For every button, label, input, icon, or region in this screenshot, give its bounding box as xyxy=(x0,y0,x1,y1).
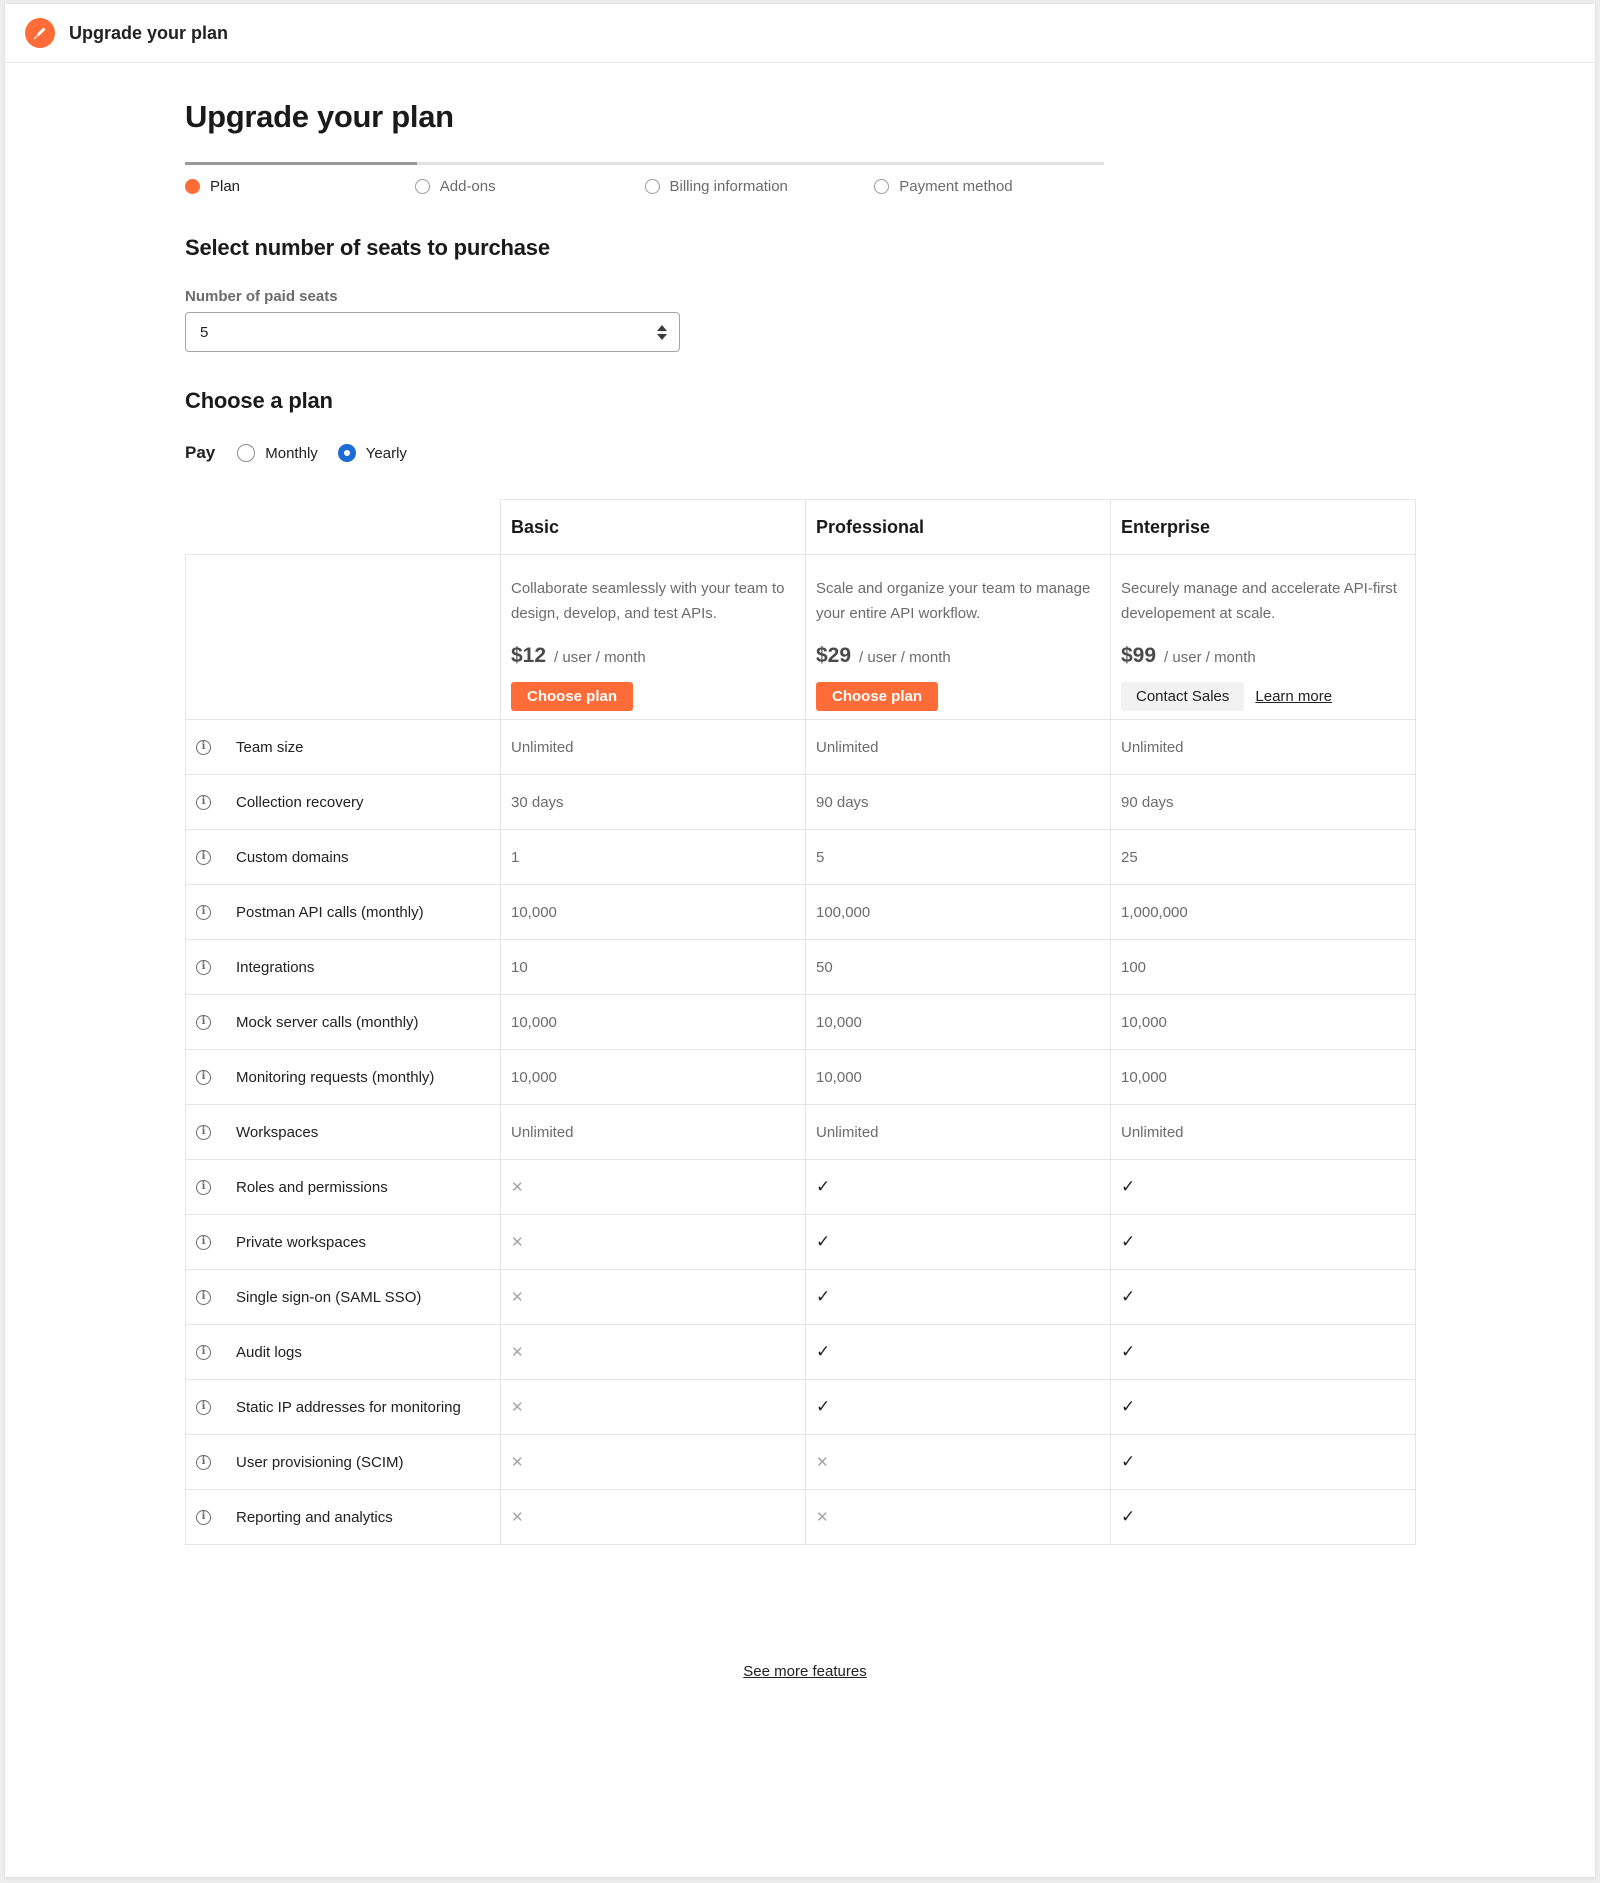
feature-value-cell xyxy=(1111,1215,1416,1270)
feature-name: Static IP addresses for monitoring xyxy=(236,1398,461,1416)
info-icon[interactable]: i xyxy=(196,740,211,755)
see-more-features-link[interactable]: See more features xyxy=(743,1663,867,1680)
feature-value: Unlimited xyxy=(1121,1123,1184,1141)
cross-icon: ✕ xyxy=(816,1454,829,1471)
feature-name-cell xyxy=(186,995,501,1050)
feature-value: 50 xyxy=(816,958,833,976)
feature-value-cell xyxy=(806,1490,1111,1545)
step-indicator-icon xyxy=(185,179,200,194)
info-icon[interactable]: i xyxy=(196,1345,211,1360)
plan-price xyxy=(816,644,1100,668)
feature-name: User provisioning (SCIM) xyxy=(236,1453,404,1471)
increment-arrow-icon[interactable] xyxy=(657,325,667,331)
feature-name-cell xyxy=(186,1325,501,1380)
feature-value-cell xyxy=(501,1050,806,1105)
feature-name-cell xyxy=(186,885,501,940)
feature-value-cell xyxy=(1111,940,1416,995)
feature-value-cell xyxy=(806,1325,1111,1380)
feature-value-cell xyxy=(1111,720,1416,775)
feature-value: 10,000 xyxy=(511,1013,557,1031)
feature-value: Unlimited xyxy=(511,738,574,756)
table-row xyxy=(186,1105,1416,1160)
feature-value: 10,000 xyxy=(816,1068,862,1086)
info-icon[interactable]: i xyxy=(196,1180,211,1195)
feature-value-cell xyxy=(806,1380,1111,1435)
step-3 xyxy=(874,178,1104,195)
feature-name: Team size xyxy=(236,738,304,756)
table-row xyxy=(186,940,1416,995)
check-icon: ✓ xyxy=(1121,1177,1136,1196)
radio-circle[interactable] xyxy=(237,444,255,462)
feature-name-cell xyxy=(186,940,501,995)
feature-name-cell xyxy=(186,775,501,830)
billing-period-selector xyxy=(185,443,427,463)
feature-value-cell xyxy=(1111,995,1416,1050)
cross-icon: ✕ xyxy=(511,1454,524,1471)
feature-value-cell xyxy=(501,1435,806,1490)
table-row xyxy=(186,1270,1416,1325)
pay-label: Pay xyxy=(185,443,216,462)
feature-value-cell xyxy=(806,995,1111,1050)
feature-value-cell xyxy=(806,940,1111,995)
feature-value-cell xyxy=(501,1380,806,1435)
feature-name: Single sign-on (SAML SSO) xyxy=(236,1288,422,1306)
feature-value: 10,000 xyxy=(1121,1013,1167,1031)
decrement-arrow-icon[interactable] xyxy=(657,334,667,340)
feature-value-cell xyxy=(806,1435,1111,1490)
info-icon[interactable]: i xyxy=(196,1290,211,1305)
feature-value-cell xyxy=(1111,1105,1416,1160)
info-icon[interactable]: i xyxy=(196,960,211,975)
feature-value-cell xyxy=(1111,885,1416,940)
feature-value: 10 xyxy=(511,958,528,976)
progress-stepper xyxy=(185,162,1104,195)
cross-icon: ✕ xyxy=(511,1289,524,1306)
cross-icon: ✕ xyxy=(816,1509,829,1526)
feature-value: 1,000,000 xyxy=(1121,903,1188,921)
price-unit: / user / month xyxy=(859,648,951,666)
table-row xyxy=(186,995,1416,1050)
feature-value-cell xyxy=(1111,1490,1416,1545)
feature-name-cell xyxy=(186,1050,501,1105)
plan-card-basic xyxy=(501,555,806,720)
feature-name: Custom domains xyxy=(236,848,349,866)
contact-sales-button[interactable]: Contact Sales xyxy=(1121,682,1244,711)
check-icon: ✓ xyxy=(816,1177,831,1196)
table-row xyxy=(186,775,1416,830)
radio-label: Monthly xyxy=(265,444,318,462)
info-icon[interactable]: i xyxy=(196,1015,211,1030)
feature-value-cell xyxy=(1111,830,1416,885)
radio-label: Yearly xyxy=(365,444,407,462)
choose-plan-basic-button[interactable]: Choose plan xyxy=(511,682,633,711)
step-indicator-icon xyxy=(874,179,889,194)
page-title: Upgrade your plan xyxy=(185,99,454,134)
info-icon[interactable]: i xyxy=(196,850,211,865)
seats-stepper-arrows[interactable] xyxy=(657,325,667,340)
feature-value: 10,000 xyxy=(816,1013,862,1031)
feature-value-cell xyxy=(501,775,806,830)
feature-name-cell xyxy=(186,1270,501,1325)
step-indicator-icon xyxy=(645,179,660,194)
step-label: Add-ons xyxy=(439,178,496,195)
feature-value-cell xyxy=(501,720,806,775)
feature-name-cell xyxy=(186,1490,501,1545)
feature-value: 10,000 xyxy=(1121,1068,1167,1086)
plan-price xyxy=(1121,644,1405,668)
step-label: Billing information xyxy=(669,178,788,195)
feature-name-cell xyxy=(186,1105,501,1160)
feature-name: Roles and permissions xyxy=(236,1178,388,1196)
plan-header-basic: Basic xyxy=(501,500,806,555)
feature-value-cell xyxy=(806,885,1111,940)
info-icon[interactable]: i xyxy=(196,1400,211,1415)
step-label: Payment method xyxy=(899,178,1013,195)
feature-value-cell xyxy=(1111,1435,1416,1490)
table-row xyxy=(186,720,1416,775)
feature-value-cell xyxy=(806,1270,1111,1325)
feature-value: 10,000 xyxy=(511,1068,557,1086)
choose-plan-professional-button[interactable]: Choose plan xyxy=(816,682,938,711)
feature-value-cell xyxy=(806,720,1111,775)
price-amount: $29 xyxy=(816,643,852,667)
plan-card-enterprise xyxy=(1111,555,1416,720)
feature-value-cell xyxy=(1111,1160,1416,1215)
feature-value-cell xyxy=(806,1105,1111,1160)
cross-icon: ✕ xyxy=(511,1179,524,1196)
feature-value-cell xyxy=(1111,1325,1416,1380)
check-icon: ✓ xyxy=(816,1287,831,1306)
check-icon: ✓ xyxy=(1121,1397,1136,1416)
radio-circle[interactable] xyxy=(338,444,356,462)
feature-value-cell xyxy=(806,830,1111,885)
plan-comparison-table xyxy=(185,499,1416,1545)
feature-name-cell xyxy=(186,1160,501,1215)
check-icon: ✓ xyxy=(816,1232,831,1251)
info-icon[interactable]: i xyxy=(196,1125,211,1140)
plan-description: Scale and organize your team to manage your entire API workflow. xyxy=(816,579,1091,622)
learn-more-link[interactable]: Learn more xyxy=(1255,687,1333,705)
header-title: Upgrade your plan xyxy=(69,22,229,43)
choose-plan-heading: Choose a plan xyxy=(185,388,333,413)
feature-name: Postman API calls (monthly) xyxy=(236,903,424,921)
feature-value-cell xyxy=(501,1490,806,1545)
feature-value-cell xyxy=(1111,1050,1416,1105)
table-row xyxy=(186,1435,1416,1490)
feature-value-cell xyxy=(501,1105,806,1160)
feature-value-cell xyxy=(501,940,806,995)
seats-value: 5 xyxy=(200,323,209,341)
feature-value-cell xyxy=(501,1270,806,1325)
feature-name-cell xyxy=(186,1380,501,1435)
price-amount: $99 xyxy=(1121,643,1157,667)
seats-heading: Select number of seats to purchase xyxy=(185,235,550,260)
step-1 xyxy=(415,178,645,195)
info-icon[interactable]: i xyxy=(196,1455,211,1470)
feature-value-cell xyxy=(501,885,806,940)
see-more-container xyxy=(185,1663,1425,1681)
feature-name: Collection recovery xyxy=(236,793,364,811)
table-row xyxy=(186,885,1416,940)
info-icon[interactable]: i xyxy=(196,1235,211,1250)
app-window xyxy=(5,4,1595,1877)
feature-name-cell xyxy=(186,830,501,885)
rocket-icon xyxy=(25,18,55,48)
cross-icon: ✕ xyxy=(511,1399,524,1416)
step-indicator-icon xyxy=(415,179,430,194)
price-unit: / user / month xyxy=(1164,648,1256,666)
table-corner xyxy=(186,500,501,555)
feature-name: Integrations xyxy=(236,958,315,976)
feature-value-cell xyxy=(1111,1380,1416,1435)
check-icon: ✓ xyxy=(1121,1287,1136,1306)
check-icon: ✓ xyxy=(1121,1232,1136,1251)
feature-value: 90 days xyxy=(816,793,869,811)
table-row xyxy=(186,1215,1416,1270)
seats-number-input[interactable] xyxy=(185,312,680,352)
top-bar xyxy=(5,4,1595,63)
feature-value: 100 xyxy=(1121,958,1147,976)
stepper-progress-fill xyxy=(185,162,417,165)
plan-price xyxy=(511,644,795,668)
feature-name-cell xyxy=(186,720,501,775)
price-amount: $12 xyxy=(511,643,547,667)
info-icon[interactable]: i xyxy=(196,1510,211,1525)
feature-value: 30 days xyxy=(511,793,564,811)
feature-value: 5 xyxy=(816,848,825,866)
plan-description: Securely manage and accelerate API-first developement at scale. xyxy=(1121,579,1397,622)
cross-icon: ✕ xyxy=(511,1509,524,1526)
plan-card-professional xyxy=(806,555,1111,720)
feature-name: Reporting and analytics xyxy=(236,1508,393,1526)
plan-description: Collaborate seamlessly with your team to design, develop, and test APIs. xyxy=(511,579,785,622)
step-label: Plan xyxy=(210,178,241,195)
info-icon[interactable]: i xyxy=(196,795,211,810)
feature-value: 10,000 xyxy=(511,903,557,921)
check-icon: ✓ xyxy=(1121,1342,1136,1361)
feature-value: 100,000 xyxy=(816,903,871,921)
info-icon[interactable]: i xyxy=(196,905,211,920)
table-row xyxy=(186,1050,1416,1105)
radio-yearly[interactable] xyxy=(338,444,407,462)
check-icon: ✓ xyxy=(816,1342,831,1361)
feature-value: 90 days xyxy=(1121,793,1174,811)
feature-value-cell xyxy=(1111,1270,1416,1325)
plan-summary-empty xyxy=(186,555,501,720)
table-row xyxy=(186,1160,1416,1215)
feature-value-cell xyxy=(806,1215,1111,1270)
feature-value-cell xyxy=(806,775,1111,830)
feature-name: Workspaces xyxy=(236,1123,319,1141)
radio-monthly[interactable] xyxy=(237,444,318,462)
feature-value-cell xyxy=(501,1215,806,1270)
feature-value-cell xyxy=(806,1160,1111,1215)
check-icon: ✓ xyxy=(816,1397,831,1416)
feature-name: Mock server calls (monthly) xyxy=(236,1013,419,1031)
feature-value-cell xyxy=(501,1160,806,1215)
cross-icon: ✕ xyxy=(511,1344,524,1361)
seats-field-label: Number of paid seats xyxy=(185,288,338,305)
check-icon: ✓ xyxy=(1121,1507,1136,1526)
feature-name: Audit logs xyxy=(236,1343,302,1361)
feature-name-cell xyxy=(186,1215,501,1270)
cross-icon: ✕ xyxy=(511,1234,524,1251)
feature-value: Unlimited xyxy=(511,1123,574,1141)
feature-name-cell xyxy=(186,1435,501,1490)
plan-header-professional: Professional xyxy=(806,500,1111,555)
step-0 xyxy=(185,178,415,195)
table-row xyxy=(186,830,1416,885)
feature-value-cell xyxy=(1111,775,1416,830)
info-icon[interactable]: i xyxy=(196,1070,211,1085)
feature-value-cell xyxy=(806,1050,1111,1105)
price-unit: / user / month xyxy=(554,648,646,666)
feature-name: Private workspaces xyxy=(236,1233,367,1251)
stepper-track xyxy=(185,162,1104,165)
feature-value: 25 xyxy=(1121,848,1138,866)
check-icon: ✓ xyxy=(1121,1452,1136,1471)
feature-value: Unlimited xyxy=(816,1123,879,1141)
table-row xyxy=(186,1490,1416,1545)
table-row xyxy=(186,1380,1416,1435)
feature-value: Unlimited xyxy=(1121,738,1184,756)
step-2 xyxy=(645,178,875,195)
feature-name: Monitoring requests (monthly) xyxy=(236,1068,435,1086)
feature-value-cell xyxy=(501,1325,806,1380)
plan-header-enterprise: Enterprise xyxy=(1111,500,1416,555)
table-row xyxy=(186,1325,1416,1380)
feature-value: 1 xyxy=(511,848,520,866)
feature-value-cell xyxy=(501,830,806,885)
feature-value: Unlimited xyxy=(816,738,879,756)
feature-value-cell xyxy=(501,995,806,1050)
